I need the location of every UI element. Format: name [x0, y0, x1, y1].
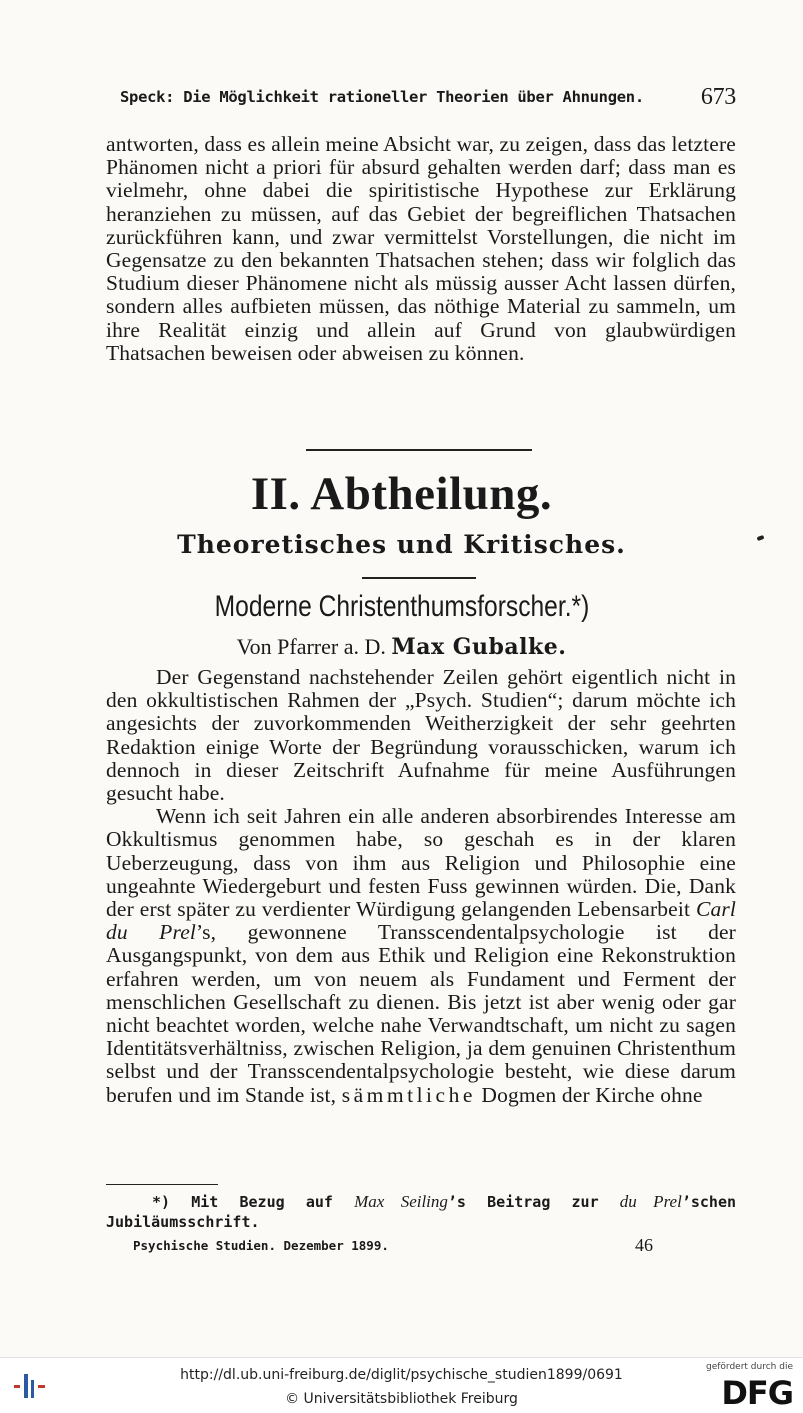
opening-paragraph-text: antworten, dass es allein meine Absicht war, zu zeigen, dass das letztere Phänomen nicht a priori für absurd gehalten werden darf; dass man es vielmehr, ohne dabei die spiritistische Hypothese zur Erklärung heranziehen zu müssen, auf das Gebiet der begreiflichen Thatsachen zurückführen kann, und zwar vermittelst Vorstellungen, die nicht im Gegensatze zu den bekannten Thatsachen stehen; dass wir folglich das Studium dieser Phänomene nicht als müssig ausser Acht lassen dürfen, sondern alles aufbieten müssen, das nöthige Material zu sammeln, um ihre Realität einzig und allein auf Grund von glaubwürdigen Thatsachen beweisen oder abweisen zu können. [106, 132, 736, 365]
signature-text: Psychische Studien. Dezember 1899. [133, 1238, 389, 1253]
paragraph-2 [106, 805, 736, 1107]
dfg-logo: DFG [721, 1374, 793, 1412]
author-name: Max Gubalke. [391, 634, 567, 660]
signature-number: 46 [635, 1235, 653, 1255]
footnote-name-1: Max Seiling [354, 1192, 448, 1211]
paragraph-1: Der Gegenstand nachstehender Zeilen gehört eigentlich nicht in den okkultistischen Rahmen der „Psych. Studien“; darum möchte ich angesichts der zuvorkommenden Weitherzigkeit der sehr geehrten Redaktion einige Worte der Begründung vorausschicken, warum ich dennoch in dieser Zeitschrift Aufnahme für meine Ausführungen gesucht habe. [106, 665, 736, 806]
article-title: Moderne Christenthumsforscher.*) [214, 590, 590, 623]
byline-prefix: Von Pfarrer a. D. [236, 634, 386, 659]
footnote-mid: ’s Beitrag zur [447, 1193, 599, 1211]
footnote-name-2: du Prel [619, 1192, 682, 1211]
printer-signature [133, 1235, 653, 1255]
opening-paragraph [106, 133, 736, 365]
page-number: 673 [700, 84, 736, 110]
person-name: Carl du Prel [106, 897, 736, 945]
copyright-notice: © Universitätsbibliothek Freiburg [285, 1391, 518, 1407]
source-url[interactable]: http://dl.ub.uni-freiburg.de/diglit/psychische_studien1899/0691 [180, 1367, 623, 1383]
section-divider-rule [362, 577, 476, 579]
footnote-rule [106, 1184, 218, 1185]
footnote-end: ’schen Jubiläumsschrift. [106, 1193, 737, 1231]
paragraph-2-part2: ’s, gewonnene Transscendentalpsychologie ist der Ausgangspunkt, von dem aus Ethik und Religion eine Rekonstruktion erfahren werden, um von neuem als Fundament und Ferment der menschlichen Gesellschaft zu dienen. Bis jetzt ist aber wenig oder gar nicht beachtet worden, welche nahe Verwandtschaft, um nicht zu sagen Identitätsverhältniss, zwischen Religion, ja dem genuinen Christenthum selbst und der Transscendentalpsychologie besteht, wie diese darum berufen und im Stande ist, [106, 920, 736, 1107]
dfg-caption: gefördert durch die [706, 1362, 793, 1372]
article-body [106, 666, 736, 1107]
emphasis-word: sämmtliche [341, 1082, 476, 1107]
footnote-marker: *) Mit Bezug auf [152, 1193, 333, 1211]
running-head-text: Speck: Die Möglichkeit rationeller Theorien über Ahnungen. [120, 88, 644, 106]
running-head [120, 84, 740, 110]
section-subtitle: Theoretisches und Kritisches. [177, 530, 626, 559]
section-title: II. Abtheilung. [250, 468, 553, 520]
paragraph-2-part1: Wenn ich seit Jahren ein alle anderen absorbirendes Interesse am Okkultismus genommen habe, so geschah es in der klaren Ueberzeugung, dass von ihm aus Religion und Philosophie eine ungeahnte Wiedergeburt und festen Fuss gewinnen würden. Die, Dank der erst später zu verdienter Würdigung gelangenden Lebensarbeit [106, 804, 736, 922]
footer-bar [0, 1357, 803, 1413]
divider-rule [306, 449, 532, 451]
paragraph-2-part3: Dogmen der Kirche ohne [481, 1082, 703, 1107]
footnote [106, 1192, 736, 1232]
byline [0, 634, 803, 660]
footnote-text [106, 1192, 736, 1232]
